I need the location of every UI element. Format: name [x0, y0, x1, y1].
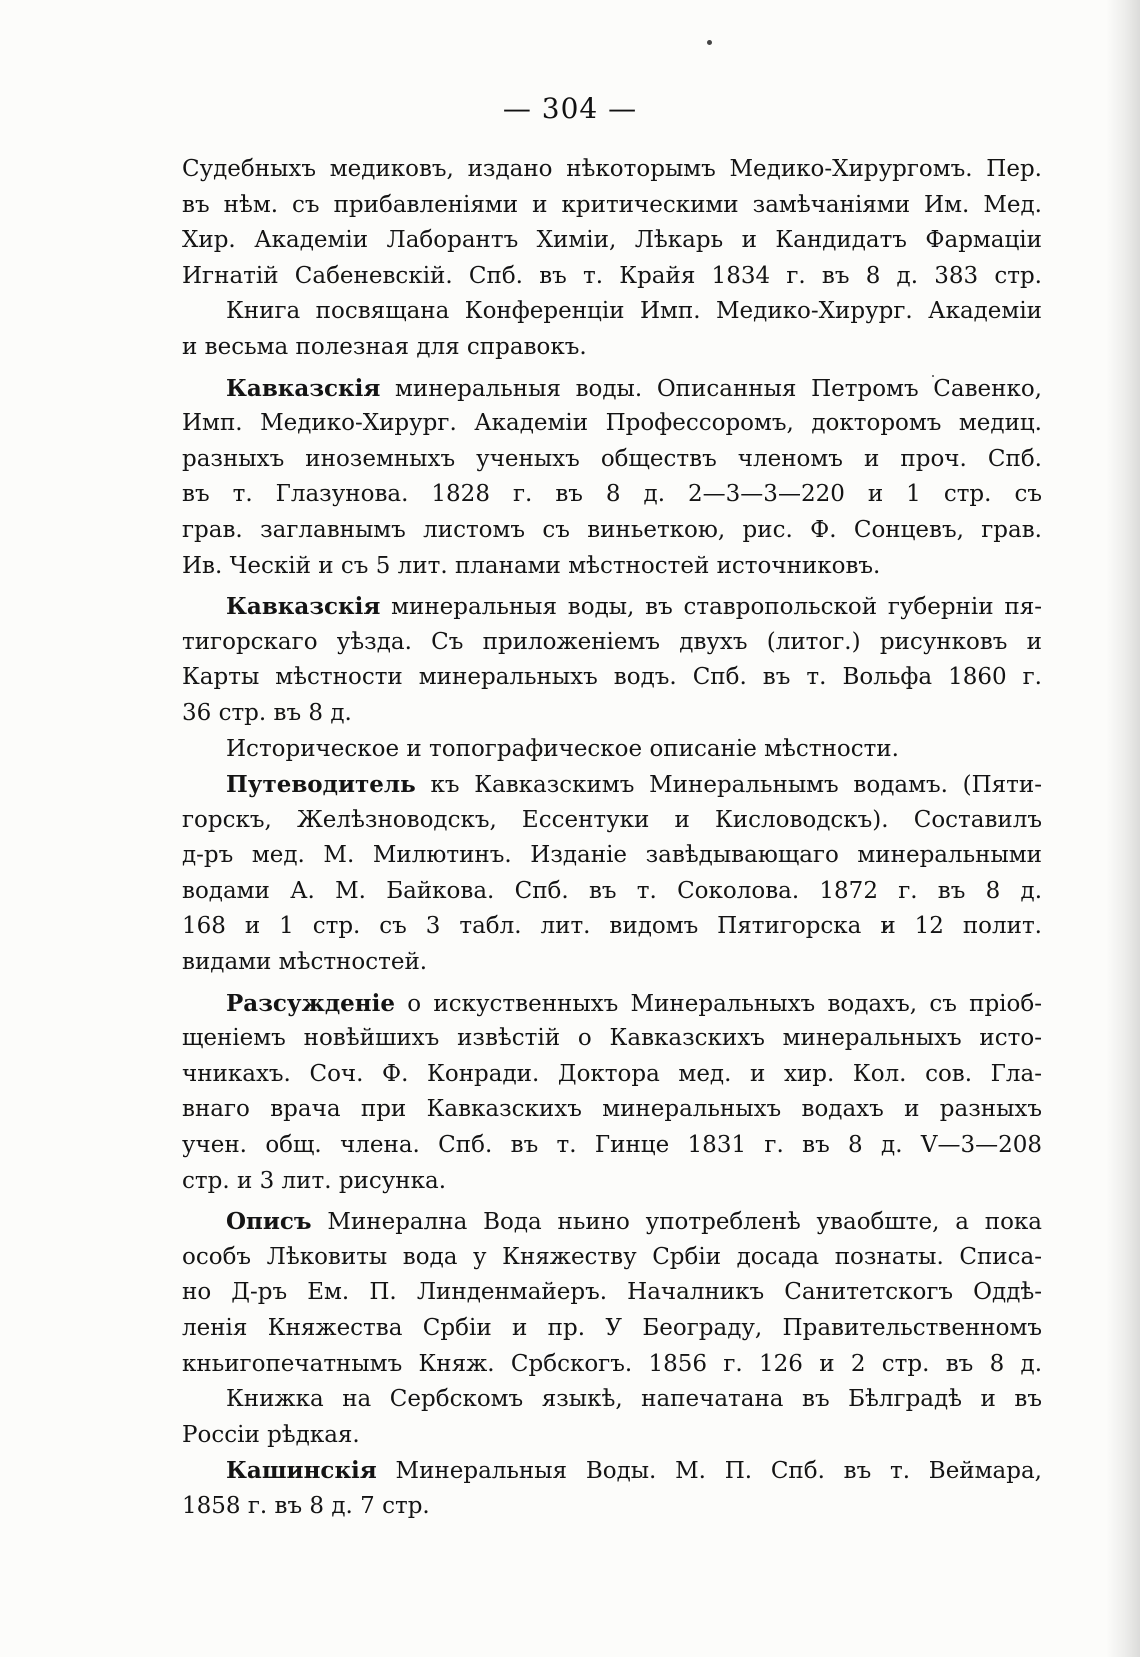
text-line: 168 и 1 стр. съ 3 табл. лит. видомъ Пятигорска и 12 полит. [182, 913, 1042, 940]
text-line: Имп. Медико-Хирург. Академіи Профессоромъ, докторомъ медиц. [182, 410, 1042, 437]
text-line: Описъ Минерална Вода ньино употребленѣ уваобште, а пока [226, 1208, 1042, 1236]
entry-heading: Кавказскія [226, 374, 381, 402]
text-line: горскъ, Желѣзноводскъ, Ессентуки и Кисловодскъ). Составилъ [182, 806, 1042, 833]
text-line: чникахъ. Соч. Ф. Конради. Доктора мед. и хир. Кол. сов. Гла- [182, 1060, 1042, 1087]
text-line: грав. заглавнымъ листомъ съ виньеткою, рис. Ф. Сонцевъ, грав. [182, 516, 1042, 543]
text-line: тигорскаго уѣзда. Съ приложеніемъ двухъ (литог.) рисунковъ и [182, 628, 1042, 655]
page-number: — 304 — [502, 92, 638, 125]
text-line: Кавказскія минеральныя воды. Описанныя Петромъ Савенко, [226, 374, 1042, 402]
text-line: особъ Лѣковиты вода у Княжеству Србіи досада познаты. Списа- [182, 1243, 1042, 1270]
text-line: д-ръ мед. М. Милютинъ. Изданіе завѣдывающаго минеральными [182, 842, 1042, 869]
entry-heading: Разсужденіе [226, 989, 395, 1017]
text-line: Кавказскія минеральныя воды, въ ставропольской губерніи пя- [226, 593, 1042, 621]
entry-heading: Путеводитель [226, 771, 416, 799]
text-line: Хир. Академіи Лаборантъ Химіи, Лѣкарь и Кандидатъ Фармаціи [182, 227, 1042, 254]
text-line: водами А. М. Байкова. Спб. въ т. Соколова. 1872 г. въ 8 д. [182, 877, 1042, 904]
text-line: учен. общ. члена. Спб. въ т. Гинце 1831 г. въ 8 д. V—3—208 [182, 1132, 1042, 1159]
text-line: Россіи рѣдкая. [182, 1421, 360, 1448]
entry-heading: Кавказскія [226, 593, 381, 621]
ink-speck [707, 40, 712, 45]
entry-heading: Кашинскія [226, 1457, 377, 1485]
text-line: Игнатій Сабеневскій. Спб. въ т. Крайя 1834 г. въ 8 д. 383 стр. [182, 262, 1042, 289]
text-line: Историческое и топографическое описаніе мѣстности. [226, 735, 899, 762]
text-line: въ нѣм. съ прибавленіями и критическими замѣчаніями Им. Мед. [182, 191, 1042, 218]
text-line: Разсужденіе о искуственныхъ Минеральныхъ водахъ, съ пріоб- [226, 989, 1042, 1017]
text-line: внаго врача при Кавказскихъ минеральныхъ водахъ и разныхъ [182, 1096, 1042, 1123]
text-line: Книжка на Сербскомъ языкѣ, напечатана въ Бѣлградѣ и въ [226, 1386, 1042, 1413]
text-line: стр. и 3 лит. рисунка. [182, 1167, 447, 1194]
text-line: кньигопечатнымъ Княж. Србскогъ. 1856 г. 126 и 2 стр. въ 8 д. [182, 1350, 1042, 1377]
text-line: но Д-ръ Ем. П. Линденмайеръ. Началникъ Санитетскогъ Оддѣ- [182, 1279, 1042, 1306]
page-edge-shadow [1106, 0, 1140, 1657]
text-line: и весьма полезная для справокъ. [182, 333, 587, 360]
text-line: Ив. Ческій и съ 5 лит. планами мѣстностей источниковъ. [182, 552, 881, 579]
bibliography-text [182, 152, 1042, 1525]
text-line: 36 стр. въ 8 д. [182, 699, 352, 726]
text-line: Книга посвящана Конференціи Имп. Медико-Хирург. Академіи [226, 298, 1042, 325]
text-line: щеніемъ новѣйшихъ извѣстій о Кавказскихъ минеральныхъ исто- [182, 1025, 1042, 1052]
text-line: Судебныхъ медиковъ, издано нѣкоторымъ Медико-Хирургомъ. Пер. [182, 156, 1042, 182]
text-line: видами мѣстностей. [182, 949, 428, 976]
text-line: Карты мѣстности минеральныхъ водъ. Спб. въ т. Вольфа 1860 г. [182, 664, 1042, 691]
text-line: ленія Княжества Србіи и пр. У Београду, Правительственномъ [182, 1315, 1042, 1341]
text-line: Кашинскія Минеральныя Воды. М. П. Спб. въ т. Веймара, [226, 1457, 1042, 1485]
text-line: Путеводитель къ Кавказскимъ Минеральнымъ водамъ. (Пяти- [226, 771, 1042, 799]
text-line: разныхъ иноземныхъ ученыхъ обществъ членомъ и проч. Спб. [182, 445, 1042, 472]
text-line: въ т. Глазунова. 1828 г. въ 8 д. 2—3—3—220 и 1 стр. съ [182, 481, 1042, 508]
text-line: 1858 г. въ 8 д. 7 стр. [182, 1492, 430, 1519]
entry-heading: Описъ [226, 1208, 312, 1236]
